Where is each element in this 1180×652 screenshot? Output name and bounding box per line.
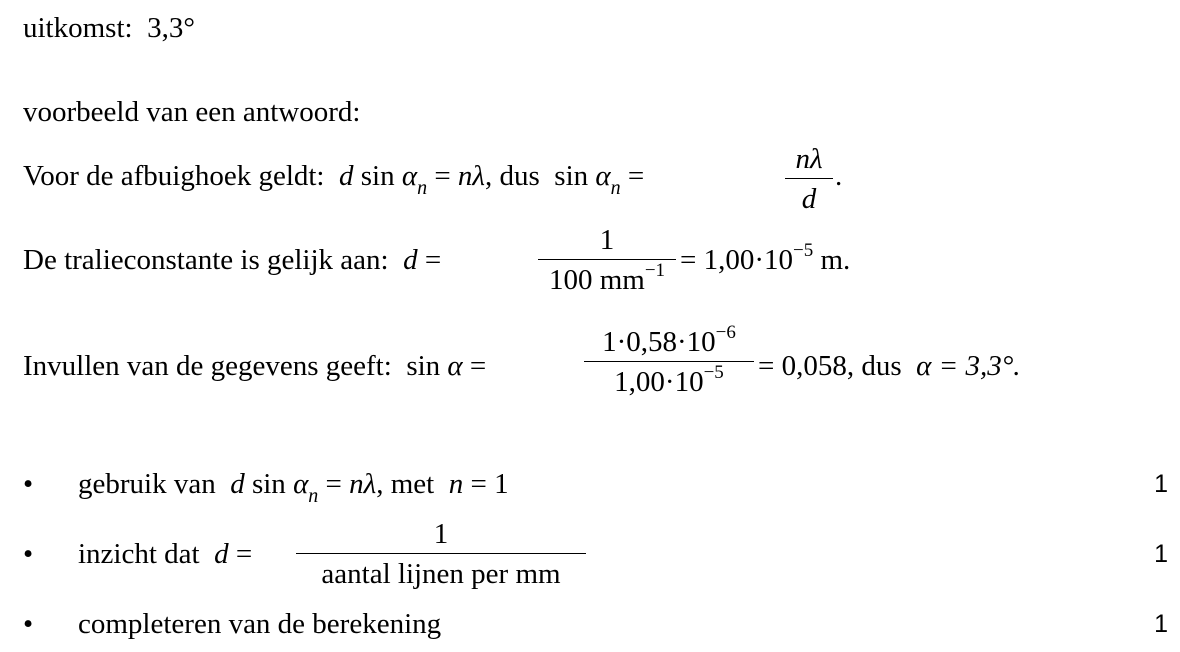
period: . — [835, 160, 843, 192]
criterion-3-text: completeren van de berekening — [78, 608, 442, 640]
result-line — [23, 14, 195, 43]
result-label: uitkomst: — [23, 12, 133, 44]
substitution-numerator: 1·0,58·10 — [602, 326, 716, 358]
grating-constant-value: = 1,00·10 — [680, 244, 794, 276]
criterion-2-points: 1 — [1154, 540, 1168, 568]
bullet: • — [23, 538, 34, 570]
substitution-text: Invullen van de gegevens geeft: — [23, 350, 392, 382]
angle-formula-line: Voor de afbuighoek geldt: d $\sin \alpha_n = n\lambda$, dus $\sin \alpha_n$ = — [23, 160, 645, 199]
bullet: • — [23, 608, 34, 640]
substitution-denominator-exponent: −5 — [703, 362, 724, 383]
criterion-1-points: 1 — [1154, 470, 1168, 498]
angle-formula-text: Voor de afbuighoek geldt: — [23, 160, 325, 192]
criterion-3-points: 1 — [1154, 610, 1168, 638]
grating-constant-fraction — [538, 224, 676, 297]
grating-constant-unit: m. — [820, 244, 851, 276]
grating-constant-exponent: −5 — [793, 240, 814, 261]
bullet: • — [23, 468, 34, 500]
criterion-2-text: inzicht dat — [78, 538, 200, 570]
dus-word-2: , dus — [846, 350, 902, 382]
substitution-denominator: 1,00·10 — [614, 366, 704, 398]
grating-constant-text: De tralieconstante is gelijk aan: — [23, 244, 389, 276]
substitution-numerator-exponent: −6 — [715, 322, 736, 343]
criterion-1-text: gebruik van — [78, 468, 216, 500]
grating-constant-numerator: 1 — [599, 224, 615, 256]
criterion-2-denominator: aantal lijnen per mm — [321, 558, 561, 590]
example-heading: voorbeeld van een antwoord: — [23, 96, 361, 128]
grating-constant-denominator-exponent: −1 — [644, 260, 666, 281]
grating-equation: d — [331, 160, 354, 192]
angle-result: α = 3,3°. — [916, 350, 1021, 382]
substitution-result — [758, 352, 1021, 381]
dus-word: , dus — [484, 160, 540, 192]
substitution-line: Invullen van de gegevens geeft: sin α = — [23, 350, 487, 382]
result-value: 3,3° — [147, 12, 195, 44]
substitution-fraction — [584, 322, 754, 399]
criterion-2-numerator: 1 — [433, 518, 449, 550]
criterion-1-suffix: , met — [376, 468, 435, 500]
grating-constant-result — [680, 240, 851, 276]
criterion-2-fraction — [296, 518, 586, 591]
n-lambda-over-d-fraction: nλ d — [785, 143, 833, 216]
grating-constant-line: De tralieconstante is gelijk aan: d = — [23, 244, 442, 276]
sin-value: = 0,058 — [758, 350, 847, 382]
grating-constant-denominator: 100 mm — [548, 264, 645, 296]
